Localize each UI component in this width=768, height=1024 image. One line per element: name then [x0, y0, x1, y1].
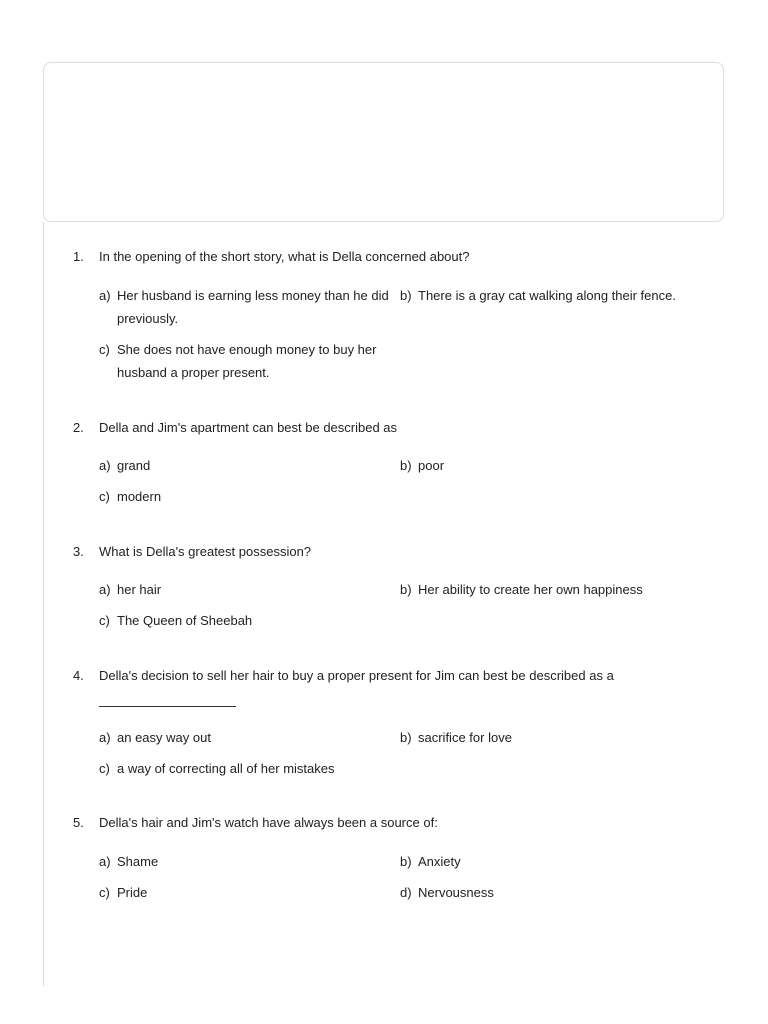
- question-text: In the opening of the short story, what is Della concerned about?: [99, 249, 470, 264]
- question-text: What is Della's greatest possession?: [99, 544, 312, 559]
- option-text: grand: [117, 458, 151, 473]
- option-text: There is a gray cat walking along their fence.: [418, 288, 676, 303]
- option-letter: a): [99, 854, 111, 869]
- option-text: She does not have enough money to buy her husband a proper present.: [117, 342, 377, 380]
- option-letter: b): [400, 582, 412, 597]
- option-letter: c): [99, 885, 110, 900]
- question-number: 1.: [73, 249, 84, 264]
- fill-in-blank-line: [99, 706, 236, 707]
- worksheet-header-card: [43, 62, 724, 222]
- option-letter: b): [400, 730, 412, 745]
- option-letter: c): [99, 761, 110, 776]
- option-text: Shame: [117, 854, 159, 869]
- option-text: Nervousness: [418, 885, 494, 900]
- question-text: Della and Jim's apartment can best be described as: [99, 420, 398, 435]
- option-text: Her ability to create her own happiness: [418, 582, 643, 597]
- option-letter: d): [400, 885, 412, 900]
- option-text: The Queen of Sheebah: [117, 613, 253, 628]
- option-letter: c): [99, 613, 110, 628]
- option-text: her hair: [117, 582, 162, 597]
- option-letter: c): [99, 342, 110, 357]
- option-text: Pride: [117, 885, 148, 900]
- option-text: sacrifice for love: [418, 730, 512, 745]
- question-number: 2.: [73, 420, 84, 435]
- option-text: poor: [418, 458, 445, 473]
- question-text: Della's decision to sell her hair to buy a proper present for Jim can best be described as a: [99, 668, 614, 683]
- option-letter: b): [400, 458, 412, 473]
- option-text: an easy way out: [117, 730, 211, 745]
- option-letter: a): [99, 582, 111, 597]
- question-text: Della's hair and Jim's watch have always been a source of:: [99, 815, 438, 830]
- question-number: 3.: [73, 544, 84, 559]
- option-text: Her husband is earning less money than he did previously.: [117, 288, 389, 326]
- question-number: 5.: [73, 815, 84, 830]
- option-letter: a): [99, 288, 111, 303]
- option-text: a way of correcting all of her mistakes: [117, 761, 335, 776]
- question-number: 4.: [73, 668, 84, 683]
- left-margin-rule: [43, 222, 44, 986]
- option-text: modern: [117, 489, 162, 504]
- option-letter: b): [400, 854, 412, 869]
- option-letter: c): [99, 489, 110, 504]
- option-letter: a): [99, 730, 111, 745]
- option-letter: b): [400, 288, 412, 303]
- option-letter: a): [99, 458, 111, 473]
- option-text: Anxiety: [418, 854, 461, 869]
